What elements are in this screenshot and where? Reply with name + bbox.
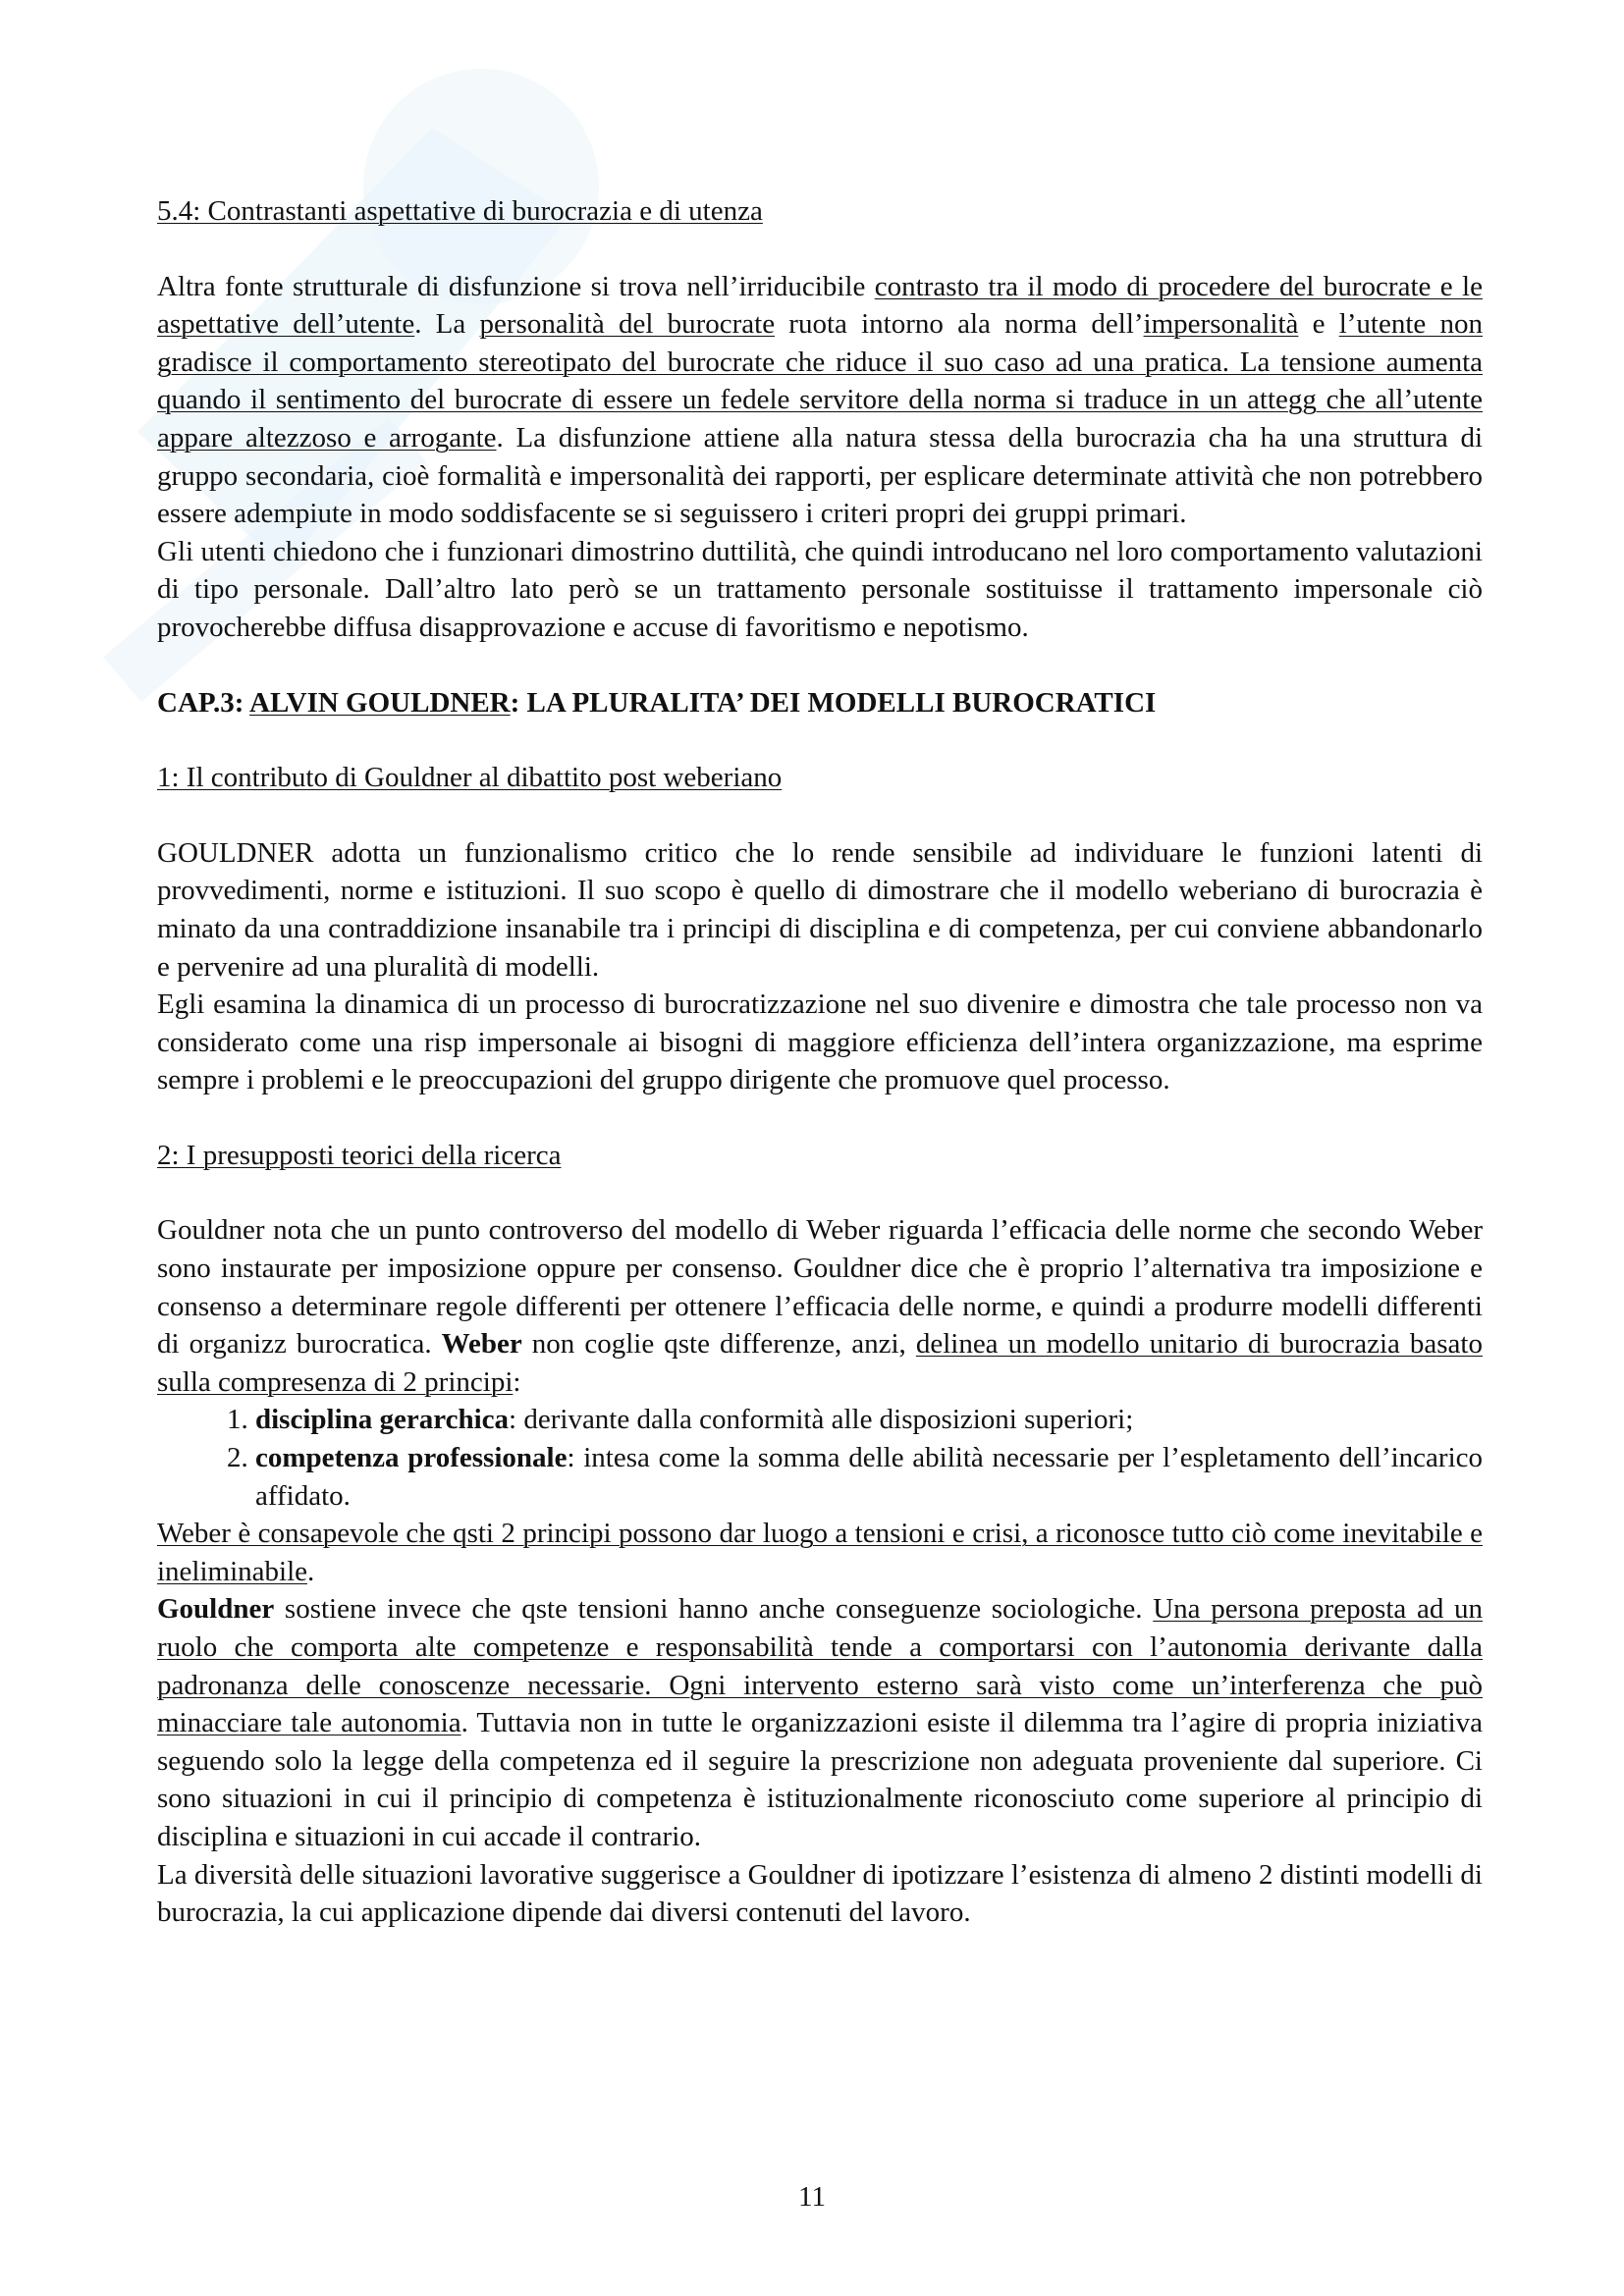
text-run: sostiene invece che qste tensioni hanno anche conseguenze sociologiche. [274,1593,1154,1626]
text-run: Altra fonte strutturale di disfunzione si trova nell’irriducibile [157,270,875,302]
list-item [255,1439,1483,1515]
paragraph-diversita: La diversità delle situazioni lavorative suggerisce a Gouldner di ipotizzare l’esistenza di almeno 2 distinti modelli di burocrazia, la cui applicazione dipende dai diversi contenuti del lavoro. [157,1858,1483,1929]
chapter-prefix: CAP.3: [157,686,249,719]
text-run: non coglie qste differenze, anzi, [521,1328,916,1361]
list-term: competenza professionale [255,1442,568,1474]
text-run: : [513,1365,521,1398]
principles-list [157,1401,1483,1515]
underlined-run: Weber è consapevole che qsti 2 principi possono dar luogo a tensioni e crisi, a riconosce tutto ciò come inevitabile e ineliminabile [157,1518,1483,1587]
paragraph-weber-norme [157,1211,1483,1401]
text-run: . [307,1555,315,1587]
bold-run: Gouldner [157,1593,275,1626]
section-title-5-4: 5.4: Contrastanti aspettative di burocrazia e di utenza [157,195,763,227]
chapter-author: ALVIN GOULDNER [249,686,511,719]
spacer [157,1099,1483,1137]
document-page [157,192,1483,1932]
list-text: : derivante dalla conformità alle disposizioni superiori; [509,1404,1134,1436]
chapter-suffix: : LA PLURALITA’ DEI MODELLI BUROCRATICI [510,686,1157,719]
paragraph-gouldner-funzionalismo: GOULDNER adotta un funzionalismo critico che lo rende sensibile ad individuare le funzioni latenti di provvedimenti, norme e istituzioni. Il suo scopo è quello di dimostrare che il modello weberiano di burocrazia è minato da una contraddizione insanabile tra i principi di disciplina e di competenza, per cui conviene abbandonarlo e pervenire ad una pluralità di modelli. [157,836,1483,983]
text-run: . Tuttavia non in tutte le organizzazioni esiste il dilemma tra l’agire di propria iniziativa seguendo solo la legge della competenza ed il seguire la prescrizione non adeguata proveniente dal superiore. Ci sono situazioni in cui il principio di competenza è istituzionalmente riconosciuto come superiore al principio di disciplina e situazioni in cui accade il contrario. [157,1707,1483,1852]
underlined-run: contrasto tra il modo di procedere del burocrate e le aspettative dell’utente [157,270,1483,341]
paragraph-gouldner-tensioni [157,1590,1483,1855]
section-title-2: 2: I presupposti teorici della ricerca [157,1139,562,1171]
underlined-run: Una persona preposta ad un ruolo che comporta alte competenze e responsabilità tende a comportarsi con l’autonomia derivante dalla padronanza delle conoscenze necessarie. Ogni intervento esterno sarà visto come un’interferenza che può minacciare tale autonomia [157,1593,1483,1739]
paragraph-disfunzione [157,268,1483,533]
list-text: : intesa come la somma delle abilità necessarie per l’espletamento dell’incarico affidato. [255,1442,1484,1512]
paragraph-utenti: Gli utenti chiedono che i funzionari dimostrino duttilità, che quindi introducano nel loro comportamento valutazioni di tipo personale. Dall’altro lato però se un trattamento personale sostituisse il trattamento impersonale ciò provocherebbe diffusa disapprovazione e accuse di favoritismo e nepotismo. [157,535,1483,643]
text-run: Gouldner nota che un punto controverso del modello di Weber riguarda l’efficacia delle norme che secondo Weber sono instaurate per imposizione oppure per consenso. Gouldner dice che è proprio l’alternativa tra imposizione e consenso a determinare regole differenti per ottenere l’efficacia delle norme, e quindi a produrre modelli differenti di organizz burocratica. [157,1214,1483,1361]
underlined-run: delinea un modello unitario di burocrazia basato sulla compresenza di 2 principi [157,1328,1483,1398]
paragraph-weber-consapevole [157,1515,1483,1590]
text-run: ruota intorno ala norma dell’ [775,308,1144,341]
paragraph-gouldner-dinamica: Egli esamina la dinamica di un processo di burocratizzazione nel suo divenire e dimostra che tale processo non va considerato come una risp impersonale ai bisogni di maggiore efficienza dell’intera organizzazione, ma esprime sempre i problemi e le preoccupazioni del gruppo dirigente che promuove quel processo. [157,988,1483,1096]
text-run: e [1298,308,1339,341]
underlined-run: l’utente non gradisce il comportamento stereotipato del burocrate che riduce il suo caso ad una pratica. La tensione aumenta quando il sentimento del burocrate di essere un fedele servitore della norma si traduce in un attegg che all’utente appare altezzoso e arrogante [157,308,1483,454]
page-number: 11 [798,2181,826,2213]
text-run: . La [414,308,480,341]
bold-run: Weber [441,1328,522,1361]
list-term: disciplina gerarchica [255,1404,510,1436]
spacer [157,647,1483,684]
chapter-title [157,684,1483,722]
list-item [255,1401,1483,1439]
underlined-run: impersonalità [1143,308,1299,341]
text-run: . La disfunzione attiene alla natura stessa della burocrazia cha ha una struttura di gruppo secondaria, cioè formalità e impersonalità dei rapporti, per esplicare determinate attività che non potrebbero essere adempiute in modo soddisfacente se si seguissero i criteri propri dei gruppi primari. [157,421,1483,530]
section-title-1: 1: Il contributo di Gouldner al dibattito post weberiano [157,762,783,794]
underlined-run: personalità del burocrate [479,308,776,341]
